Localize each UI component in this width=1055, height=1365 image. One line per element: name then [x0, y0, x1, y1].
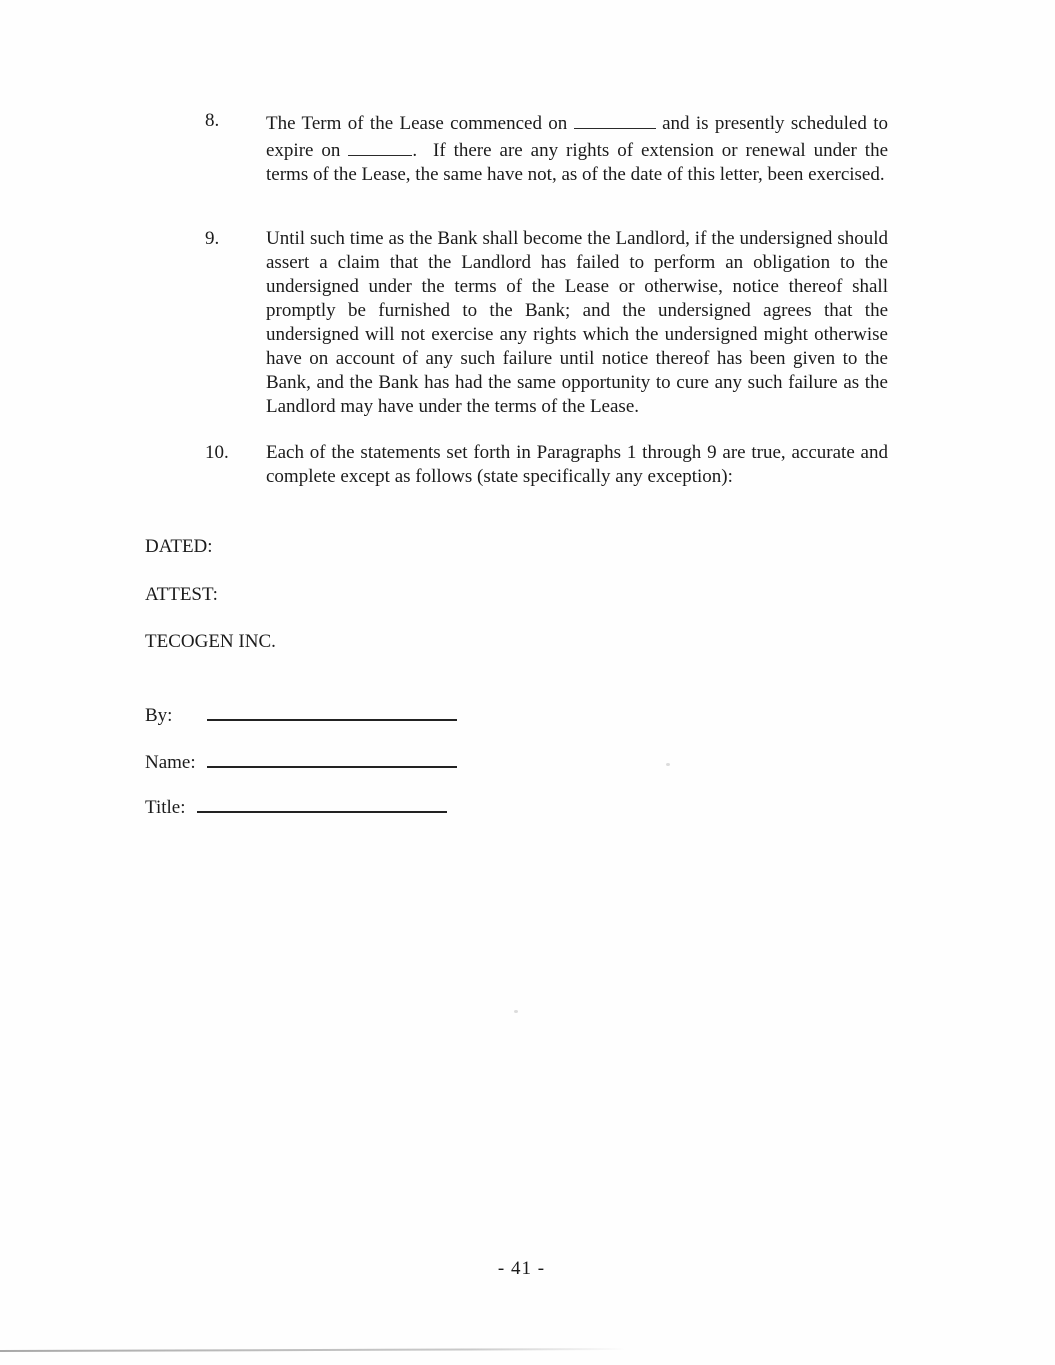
title-label: Title:: [145, 797, 186, 818]
paragraph-8-text: [266, 109, 888, 187]
paragraph-8: [205, 109, 888, 187]
paragraph-9: [205, 227, 888, 419]
page-number: - 41 -: [497, 1258, 546, 1279]
name-label: Name:: [145, 752, 196, 773]
name-signature-line: [207, 747, 457, 768]
by-signature-line: [207, 700, 457, 721]
paragraph-8-text-part-2: and is presently scheduled to expire on: [266, 113, 889, 161]
title-signature-line: [197, 792, 447, 813]
paragraph-10-number: 10.: [205, 442, 229, 463]
scan-edge-line: [0, 1348, 625, 1352]
signature-row-name: [145, 747, 457, 775]
paragraph-10: [205, 441, 888, 489]
paragraph-8-text-part-1: The Term of the Lease commenced on: [266, 113, 568, 134]
signature-row-by: [145, 700, 457, 728]
paragraph-10-text: Each of the statements set forth in Paragraphs 1 through 9 are true, accurate and complete except as follows (state specifically any exception):: [266, 442, 888, 487]
signature-row-title: [145, 792, 447, 820]
dated-label: DATED:: [145, 536, 213, 557]
paragraph-9-text: Until such time as the Bank shall become the Landlord, if the undersigned should assert a claim that the Landlord has failed to perform an obligation to the undersigned under the terms of the Lease or otherwise, notice thereof shall promptly be furnished to the Bank; and the undersigned agrees that the undersigned will not exercise any rights which the undersigned might otherwise have on account of any such failure until notice thereof has been given to the Bank, and the Bank has had the same opportunity to cure any such failure as the Landlord may have under the terms of the Lease.: [266, 228, 888, 417]
blank-line-commencement-date: [574, 109, 656, 129]
paragraph-8-number: 8.: [205, 110, 220, 131]
paragraph-8-text-part-3: . If there are any rights of extension or renewal under the terms of the Lease, the same have not, as of the date of this letter, been exercised.: [266, 140, 889, 185]
attest-label: ATTEST:: [145, 584, 218, 605]
company-name: TECOGEN INC.: [145, 631, 276, 652]
paragraph-9-number: 9.: [205, 228, 220, 249]
scan-speck: [666, 763, 670, 766]
scan-speck: [514, 1010, 518, 1013]
blank-line-expiration-date: [348, 136, 412, 156]
by-label: By:: [145, 705, 173, 726]
